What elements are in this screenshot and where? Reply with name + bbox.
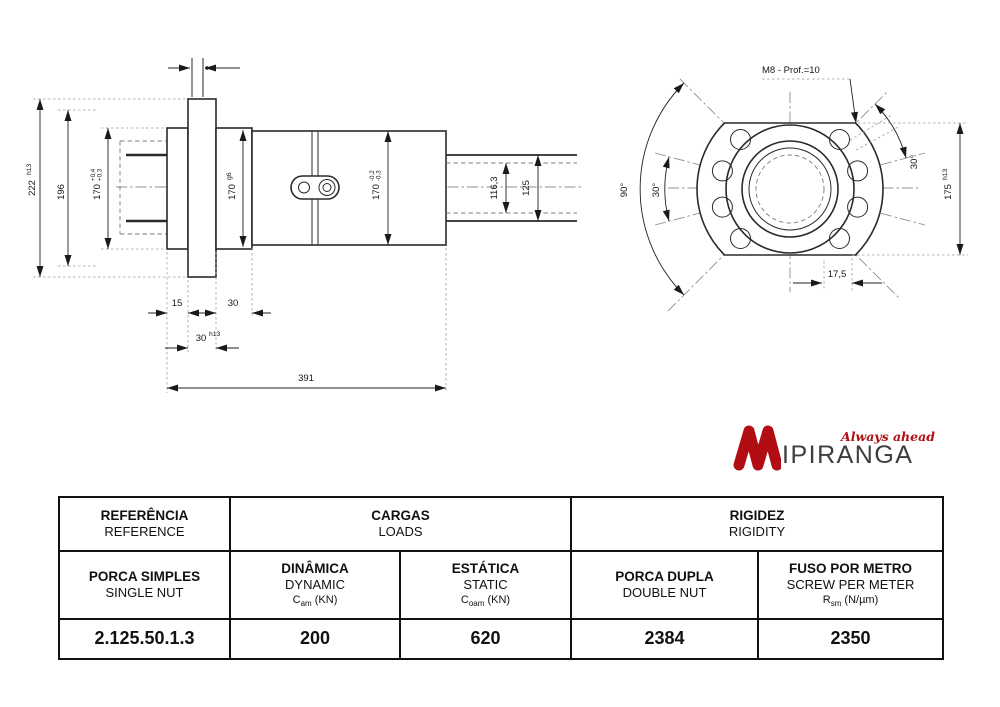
- svg-text:125: 125: [521, 180, 532, 196]
- logo-brand-name: IPIRANGA: [782, 441, 914, 469]
- svg-text:-0,3: -0,3: [375, 170, 383, 181]
- svg-text:170: 170: [92, 184, 103, 200]
- value-screw-rigidity: 2350: [757, 618, 942, 658]
- dim-flange-height-label: [942, 168, 954, 199]
- col-header-single-nut: PORCA SIMPLES SINGLE NUT: [60, 550, 229, 618]
- svg-text:g6: g6: [226, 172, 233, 180]
- svg-text:h13: h13: [209, 331, 221, 338]
- dim-pilot-len-label: 30: [227, 298, 239, 309]
- group-header-reference: REFERÊNCIA REFERENCE: [100, 507, 189, 540]
- svg-text:h13: h13: [26, 163, 33, 175]
- svg-text:116,3: 116,3: [489, 176, 500, 200]
- dim-flange-label: [196, 331, 221, 344]
- dim-body-label: [369, 170, 383, 200]
- svg-text:+0,4: +0,4: [90, 168, 97, 181]
- svg-text:90°: 90°: [619, 182, 630, 198]
- value-static-load: 620: [399, 618, 570, 658]
- dim-height-label: [26, 163, 38, 195]
- angle-30-right-label: [909, 155, 920, 170]
- left-view: [26, 58, 582, 393]
- right-view: [619, 65, 968, 311]
- svg-text:196: 196: [56, 184, 67, 200]
- svg-text:170: 170: [371, 184, 382, 200]
- svg-text:-0,2: -0,2: [369, 170, 376, 181]
- thread-callout-label: M8 - Prof.=10: [762, 65, 820, 76]
- angle-90-label: [619, 183, 630, 198]
- dim-root-label: [489, 176, 500, 199]
- company-logo: [733, 424, 948, 480]
- svg-text:30: 30: [195, 333, 207, 344]
- angle-30-left-label: [651, 183, 662, 198]
- col-header-double-nut: PORCA DUPLA DOUBLE NUT: [570, 550, 757, 618]
- value-double-nut-rigidity: 2384: [570, 618, 757, 658]
- dim-overall-label: 391: [298, 373, 314, 384]
- svg-text:+0,3: +0,3: [96, 168, 104, 181]
- group-header-loads: CARGAS LOADS: [229, 498, 570, 550]
- dim-bore-label: [90, 168, 104, 200]
- svg-text:170: 170: [227, 184, 238, 200]
- group-header-rigidity: RIGIDEZ RIGIDITY: [570, 498, 942, 550]
- svg-text:30°: 30°: [909, 154, 920, 170]
- value-reference: 2.125.50.1.3: [60, 618, 229, 658]
- col-header-static: ESTÁTICA STATIC $C_{oam}$ (KN): [399, 550, 570, 618]
- dim-cap-label: 15: [171, 298, 183, 309]
- svg-text:30°: 30°: [651, 182, 662, 198]
- logo-tagline: Always ahead: [841, 429, 935, 444]
- col-header-dynamic: DINÂMICA DYNAMIC $C_{am}$ (KN): [229, 550, 399, 618]
- dim-bolt-circle-label: [56, 184, 67, 200]
- svg-text:175: 175: [943, 184, 954, 200]
- svg-text:222: 222: [27, 180, 38, 196]
- dim-offset-label: 17,5: [827, 269, 847, 280]
- logo-m-mark: [733, 424, 781, 472]
- spec-table: [58, 496, 944, 660]
- value-dynamic-load: 200: [229, 618, 399, 658]
- col-header-screw-per-meter: FUSO POR METRO SCREW PER METER $R_{sm}$ (N/µm): [757, 550, 942, 618]
- grease-nipple-boss: [291, 176, 339, 199]
- svg-text:h13: h13: [942, 168, 949, 180]
- dim-shaft-label: [521, 180, 532, 196]
